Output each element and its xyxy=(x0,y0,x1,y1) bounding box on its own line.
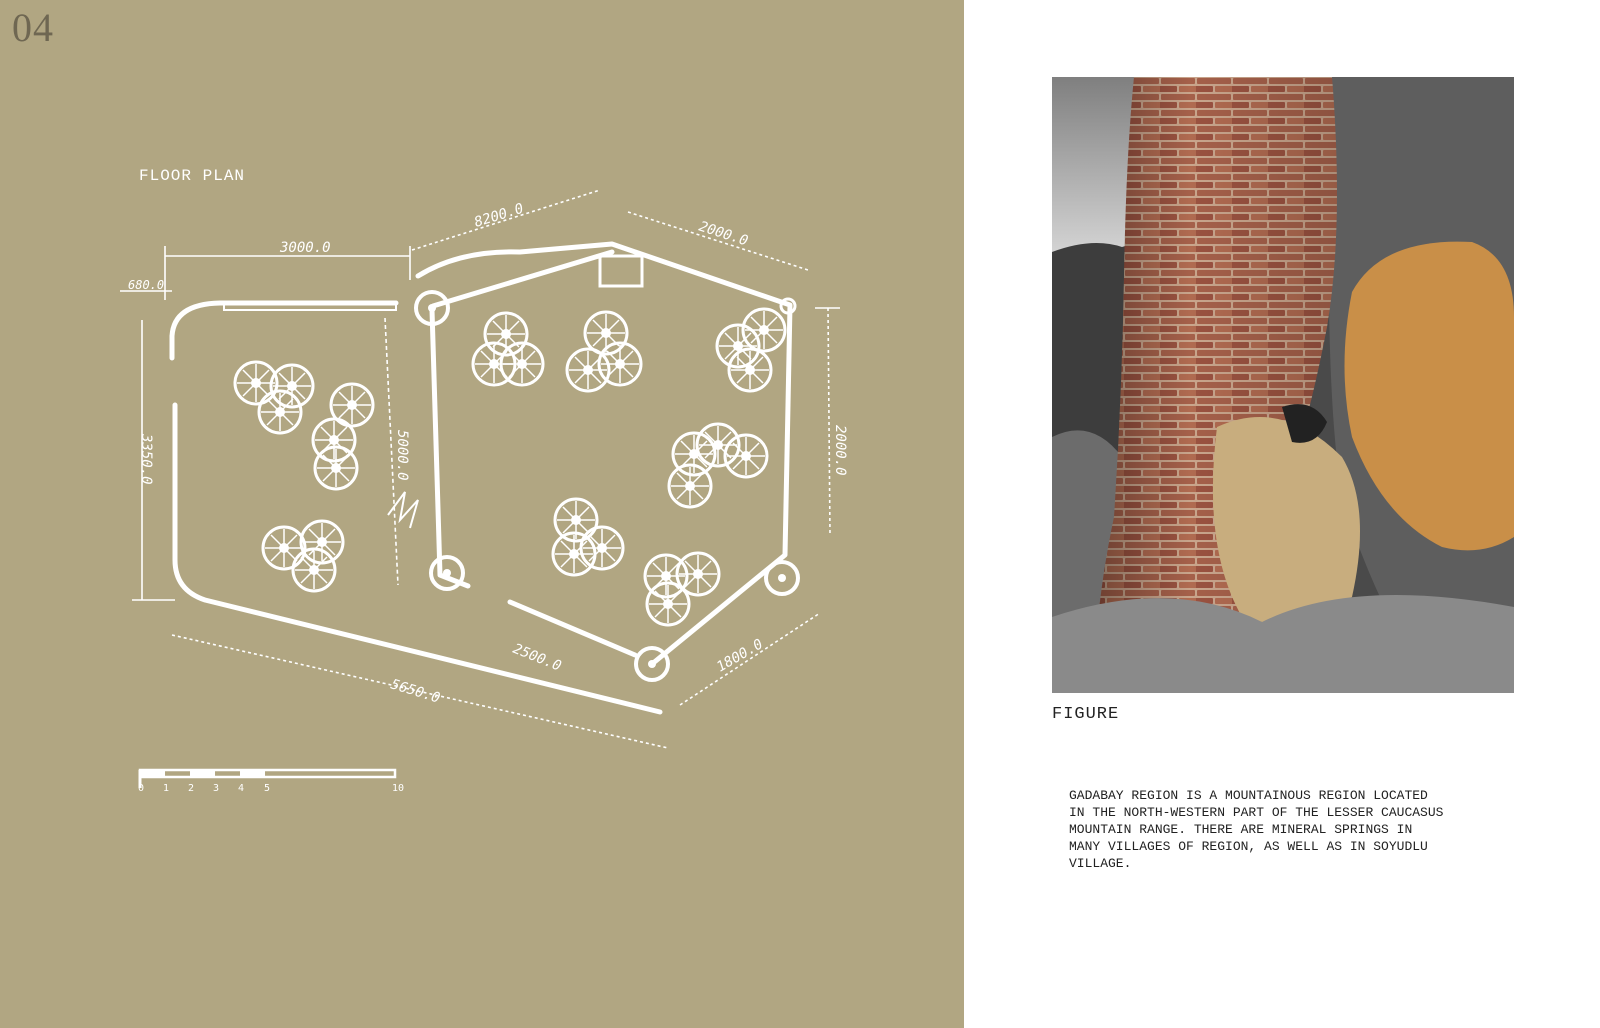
dim-label-corner: 680.0 xyxy=(128,278,165,292)
dim-label-top-left: 3000.0 xyxy=(280,240,331,256)
tree-symbol xyxy=(567,349,609,391)
tree-symbol xyxy=(599,343,641,385)
page-number: 04 xyxy=(12,5,54,50)
tree-symbol xyxy=(729,349,771,391)
column xyxy=(636,648,668,680)
column xyxy=(431,557,463,589)
floor-plan-title: FLOOR PLAN xyxy=(139,167,246,185)
dim-label-top-right: 2000.0 xyxy=(696,218,750,250)
tree-symbol xyxy=(501,343,543,385)
scale-bar-segment xyxy=(140,770,165,777)
tree-symbol xyxy=(263,527,305,569)
window-strip xyxy=(224,304,396,310)
dim-label-bottom-right: 1800.0 xyxy=(714,636,766,676)
description-line: VILLAGE. xyxy=(1069,856,1132,871)
scale-bar-frame xyxy=(140,770,395,777)
wall-outer-right xyxy=(418,244,790,664)
wall-inner xyxy=(432,310,468,586)
tree-symbol xyxy=(555,499,597,541)
wall-top-left xyxy=(172,303,396,358)
dim-line-right xyxy=(828,308,830,535)
tree-symbol xyxy=(725,435,767,477)
tree-symbol xyxy=(301,521,343,563)
description-line: MANY VILLAGES OF REGION, AS WELL AS IN SOYUDLU xyxy=(1069,839,1428,854)
figure-caption: FIGURE xyxy=(1052,705,1120,724)
dim-label-right: 2000.0 xyxy=(832,425,848,476)
dim-label-bottom-long: 5650.0 xyxy=(388,676,442,707)
north-arrow xyxy=(388,492,418,528)
tower-photo-illustration xyxy=(1052,77,1514,693)
dim-label-top-middle: 8200.0 xyxy=(472,200,526,231)
scale-tick-label: 3 xyxy=(213,783,220,794)
dim-label-bottom-middle: 2500.0 xyxy=(510,640,564,675)
tree-symbol xyxy=(315,447,357,489)
tower-photo xyxy=(1052,77,1514,693)
tree-symbol xyxy=(669,465,711,507)
tree-symbol xyxy=(553,533,595,575)
scale-tick-label: 10 xyxy=(392,783,405,794)
scale-tick-label: 2 xyxy=(188,783,195,794)
dim-label-left: 3350.0 xyxy=(138,434,154,485)
scale-bar xyxy=(138,770,404,794)
tree-symbol xyxy=(743,309,785,351)
tree-symbol xyxy=(293,549,335,591)
scale-tick-label: 4 xyxy=(238,783,245,794)
dim-label-inner: 5000.0 xyxy=(394,430,410,481)
scale-bar-segment xyxy=(240,770,265,777)
niche xyxy=(600,256,642,286)
figure-description xyxy=(1069,787,1519,872)
wall-bottom-long xyxy=(175,405,660,712)
description-line: MOUNTAIN RANGE. THERE ARE MINERAL SPRINGS IN xyxy=(1069,822,1413,837)
description-line: GADABAY REGION IS A MOUNTAINOUS REGION LOCATED xyxy=(1069,788,1428,803)
scale-tick-label: 5 xyxy=(264,783,271,794)
tree-symbol xyxy=(647,583,689,625)
scale-tick-label: 0 xyxy=(138,783,145,794)
description-line: IN THE NORTH-WESTERN PART OF THE LESSER CAUCASUS xyxy=(1069,805,1444,820)
tree-symbol xyxy=(581,527,623,569)
scale-tick-label: 1 xyxy=(163,783,170,794)
column xyxy=(766,562,798,594)
scale-bar-segment xyxy=(190,770,215,777)
tree-symbols xyxy=(235,309,785,625)
tree-symbol xyxy=(259,391,301,433)
